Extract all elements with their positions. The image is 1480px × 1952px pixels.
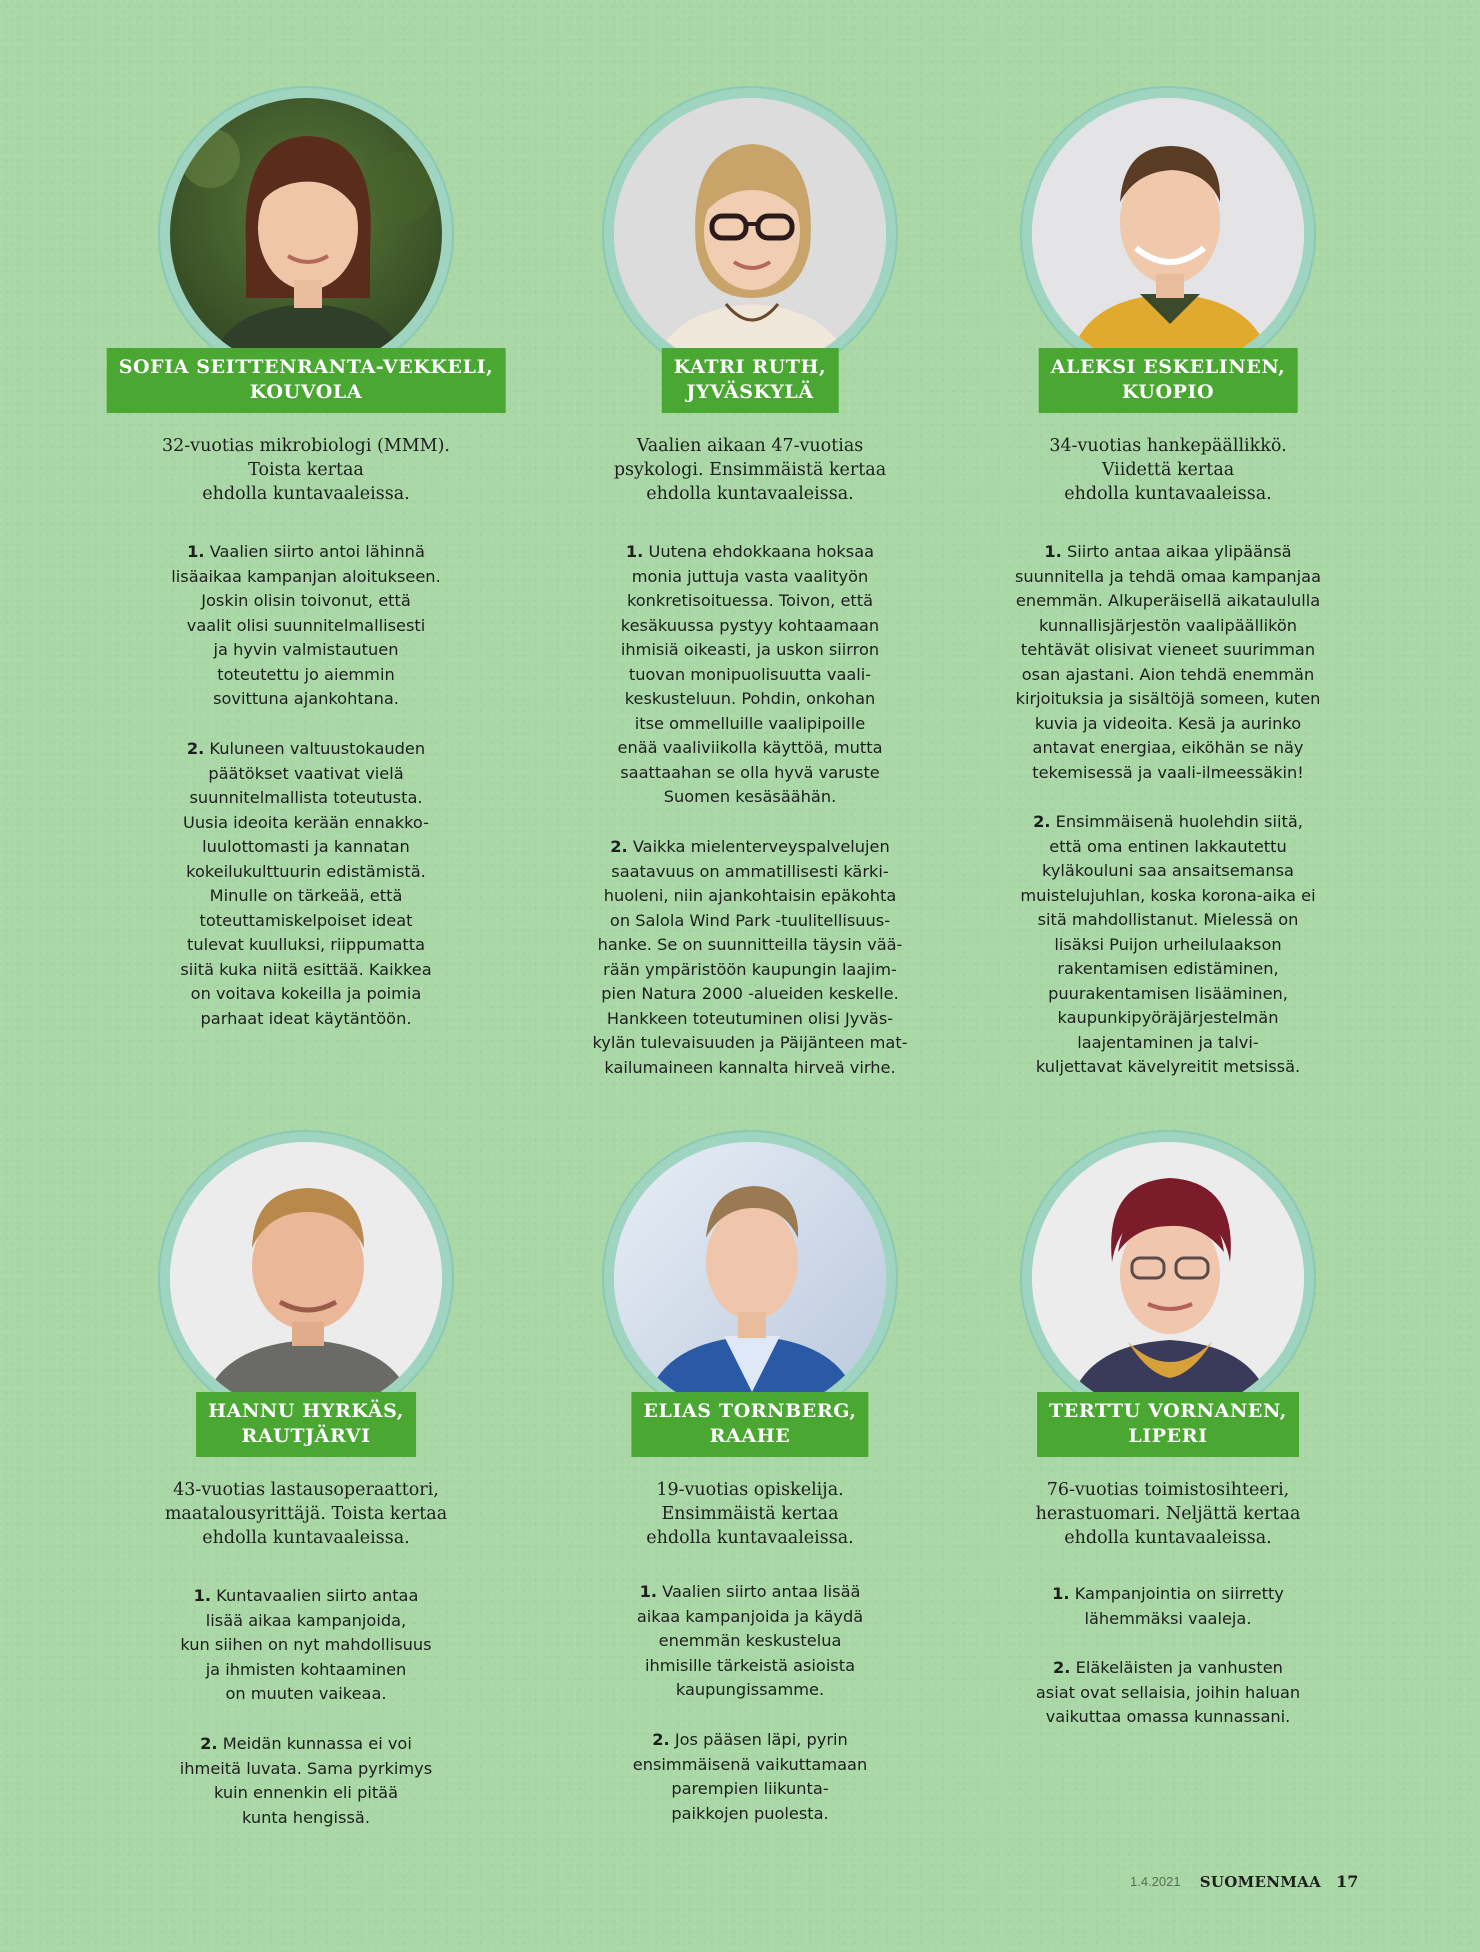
- answer-1: 1. Kuntavaalien siirto antaa lisää aikaa kampanjoida, kun siihen on nyt mahdollisuus ja ihmisten kohtaaminen on muuten vaikeaa.: [180, 1586, 432, 1703]
- candidate-city: KOUVOLA: [249, 381, 363, 403]
- candidate-photo: [614, 98, 886, 370]
- issue-date: 1.4.2021: [1130, 1874, 1181, 1889]
- candidate-name: KATRI RUTH,: [673, 356, 827, 378]
- candidate-name-badge: [1037, 1392, 1299, 1457]
- candidate-city: JYVÄSKYLÄ: [686, 381, 814, 403]
- answer-1: 1. Kampanjointia on siirretty lähemmäksi vaaleja.: [1052, 1584, 1284, 1628]
- candidate-name: SOFIA SEITTENRANTA-VEKKELI,: [118, 356, 494, 378]
- answer-2: 2. Meidän kunnassa ei voi ihmeitä luvata. Sama pyrkimys kuin ennenkin eli pitää kunta hengissä.: [179, 1734, 433, 1827]
- candidate-photo: [170, 98, 442, 370]
- candidate-intro: 43-vuotias lastausoperaattori, maatalousyrittäjä. Toista kertaa ehdolla kuntavaaleissa.: [164, 1480, 448, 1548]
- answer-2: 2. Vaikka mielenterveyspalvelujen saatavuus on ammatillisesti kärki- huoleni, niin ajankohtaisin epäkohta on Salola Wind Park -tuulitellisuus- hanke. Se on suunnitteilla täysin vää- rään ympäristöön kaupungin laajim- pien Natura 2000 -alueiden keskelle. Hankkeen toteutuminen olisi Jyväs- kylän tulevaisuuden ja Päijänteen mat- kailumaineen kannalta hirveä virhe.: [592, 837, 908, 1077]
- magazine-name: SUOMENMAA: [1199, 1872, 1322, 1891]
- candidate-name: ALEKSI ESKELINEN,: [1050, 356, 1286, 378]
- candidate-photo: [1032, 1142, 1304, 1414]
- page-number: 17: [1336, 1872, 1359, 1891]
- page-footer: [1130, 1871, 1360, 1891]
- candidate-city: KUOPIO: [1121, 381, 1215, 403]
- candidate-intro: 76-vuotias toimistosihteeri, herastuomari. Neljättä kertaa ehdolla kuntavaaleissa.: [1035, 1480, 1301, 1548]
- candidate-name-badge: [107, 348, 506, 413]
- portrait-ring: [602, 86, 898, 382]
- candidate-name: HANNU HYRKÄS,: [208, 1400, 404, 1422]
- candidate-city: RAAHE: [709, 1425, 791, 1447]
- portrait-ring: [158, 1130, 454, 1426]
- answer-1: 1. Uutena ehdokkaana hoksaa monia juttuja vasta vaalityön konkretisoituessa. Toivon, että kesäkuussa pystyy kohtaamaan ihmisiä oikeasti, ja uskon siirron tuovan monipuolisuutta vaali- keskusteluun. Pohdin, onkohan itse ommelluille vaalipipoille enää vaaliviikolla käyttöä, mutta saattaahan se olla hyvä varuste Suomen kesäsäähän.: [617, 542, 883, 806]
- answer-1: 1. Vaalien siirto antaa lisää aikaa kampanjoida ja käydä enemmän keskustelua ihmisille tärkeistä asioista kaupungissamme.: [636, 1582, 864, 1699]
- candidate-photo: [170, 1142, 442, 1414]
- portrait-ring: [1020, 86, 1316, 382]
- candidate-photo: [1032, 98, 1304, 370]
- candidate-intro: 19-vuotias opiskelija. Ensimmäistä kertaa ehdolla kuntavaaleissa.: [646, 1480, 854, 1548]
- candidate-city: RAUTJÄRVI: [241, 1425, 371, 1447]
- answer-2: 2. Kuluneen valtuustokauden päätökset vaativat vielä suunnitelmallista toteutusta. Uusia ideoita kerään ennakko- luulottomasti ja kannatan kokeilukulttuurin edistämistä. Minulle on tärkeää, että toteuttamiskelpoiset ideat tulevat kuulluksi, riippumatta siitä kuka niitä esittää. Kaikkea on voitava kokeilla ja poimia parhaat ideat käytäntöön.: [180, 739, 432, 1028]
- answer-2: 2. Eläkeläisten ja vanhusten asiat ovat sellaisia, joihin haluan vaikuttaa omassa kunnassani.: [1035, 1658, 1301, 1726]
- portrait-ring: [158, 86, 454, 382]
- candidate-name-badge: [1039, 348, 1298, 413]
- candidate-name: TERTTU VORNANEN,: [1049, 1400, 1287, 1422]
- answer-2: 2. Ensimmäisenä huolehdin siitä, että oma entinen lakkautettu kyläkouluni saa ansaitsemansa muistelujuhlan, koska korona-aika ei sitä mahdollistanut. Mielessä on lisäksi Puijon urheilulaakson rakentamisen edistäminen, puurakentamisen lisääminen, kaupunkipyöräjärjestelmän laajentaminen ja talvi- kuljettavat kävelyreitit metsissä.: [1020, 812, 1316, 1076]
- candidate-name: ELIAS TORNBERG,: [643, 1400, 857, 1422]
- candidate-intro: Vaalien aikaan 47-vuotias psykologi. Ensimmäistä kertaa ehdolla kuntavaaleissa.: [613, 436, 887, 504]
- candidate-name-badge: [662, 348, 839, 413]
- candidate-photo: [614, 1142, 886, 1414]
- answer-2: 2. Jos pääsen läpi, pyrin ensimmäisenä vaikuttamaan parempien liikunta- paikkojen puolesta.: [632, 1730, 868, 1823]
- answer-1: 1. Vaalien siirto antoi lähinnä lisäaikaa kampanjan aloitukseen. Joskin olisin toivonut, että vaalit olisi suunnitelmallisesti ja hyvin valmistautuen toteutettu jo aiemmin sovittuna ajankohtana.: [171, 542, 441, 708]
- candidate-intro: 34-vuotias hankepäällikkö. Viidettä kertaa ehdolla kuntavaaleissa.: [1049, 436, 1287, 504]
- portrait-ring: [602, 1130, 898, 1426]
- portrait-ring: [1020, 1130, 1316, 1426]
- candidate-intro: 32-vuotias mikrobiologi (MMM). Toista kertaa ehdolla kuntavaaleissa.: [162, 436, 450, 504]
- candidate-name-badge: [631, 1392, 868, 1457]
- candidate-city: LIPERI: [1128, 1425, 1208, 1447]
- candidate-name-badge: [196, 1392, 416, 1457]
- answer-1: 1. Siirto antaa aikaa ylipäänsä suunnitella ja tehdä omaa kampanjaa enemmän. Alkuperäisellä aikataululla kunnallisjärjestön vaalipäällikön tehtävät olisivat vieneet suurimman osan ajastani. Aion tehdä enemmän kirjoituksia ja sisältöjä someen, kuten kuvia ja videoita. Kesä ja aurinko antavat energiaa, eiköhän se näy tekemisessä ja vaali-ilmeessäkin!: [1014, 542, 1322, 782]
